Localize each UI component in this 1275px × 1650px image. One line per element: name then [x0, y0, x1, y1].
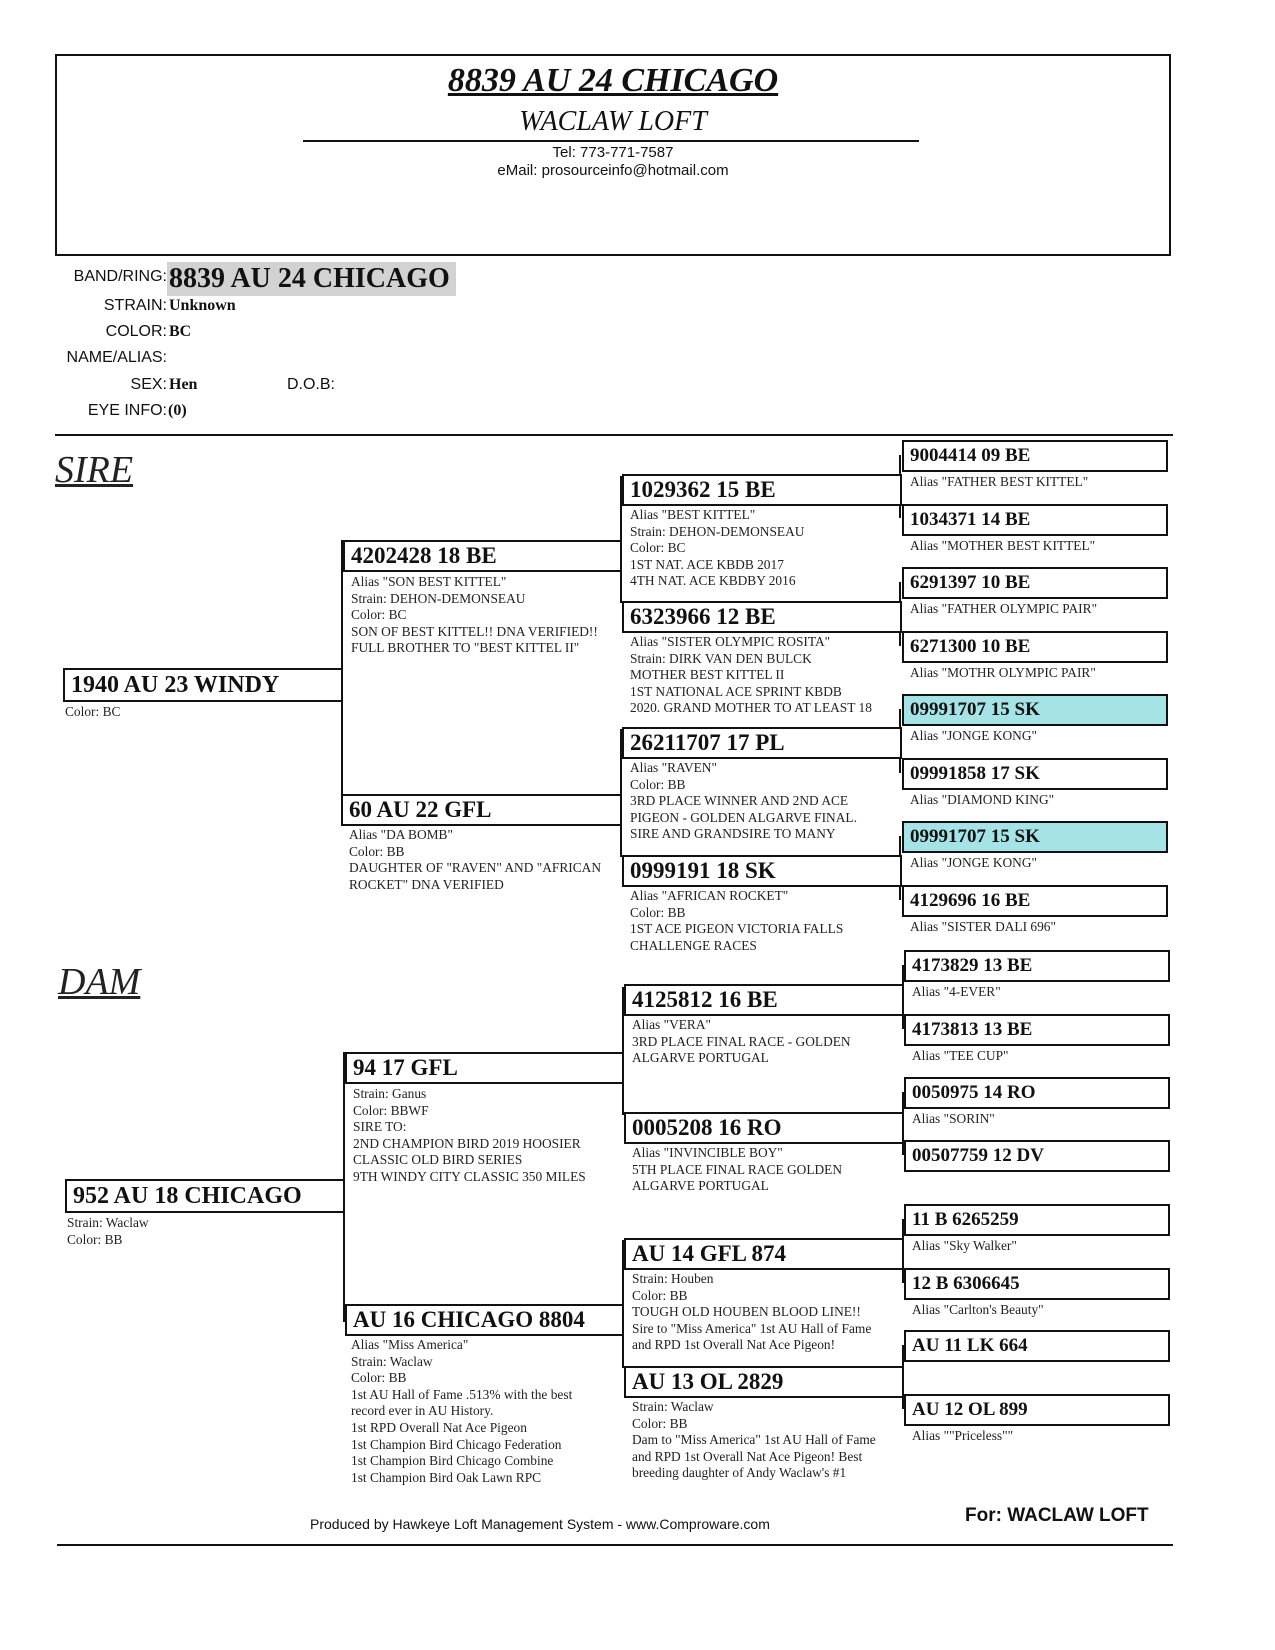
band-value: 8839 AU 24 CHICAGO — [167, 262, 456, 296]
dsd-info-line: ALGARVE PORTUGAL — [632, 1178, 769, 1194]
dds-info-line: Sire to "Miss America" 1st AU Hall of Fame — [632, 1320, 872, 1336]
sdd-info-line: Alias "AFRICAN ROCKET" — [630, 888, 789, 903]
dds-band-box: AU 14 GFL 874 — [624, 1238, 904, 1270]
ssss-alias: Alias "FATHER BEST KITTEL" — [910, 474, 1089, 489]
dob-label: D.O.B: — [286, 376, 335, 393]
name-alias-label: NAME/ALIAS: — [66, 349, 167, 366]
color-label: COLOR: — [105, 323, 167, 340]
dam-dam-info — [351, 1337, 572, 1486]
dsds-band-box: 0050975 14 RO — [904, 1077, 1170, 1109]
dam-dam-info-line: 1st RPD Overall Nat Ace Pigeon — [351, 1419, 527, 1435]
ddd-info-line: breeding daughter of Andy Waclaw's #1 — [632, 1465, 847, 1481]
sdd-info-line: 1ST ACE PIGEON VICTORIA FALLS — [630, 921, 844, 937]
dss-info-line: Alias "VERA" — [632, 1017, 711, 1032]
ddd-info-line: and RPD 1st Overall Nat Ace Pigeon! Best — [632, 1448, 863, 1464]
sire-dam-info-line: ROCKET" DNA VERIFIED — [349, 876, 504, 892]
sss-info-line: 4TH NAT. ACE KBDBY 2016 — [630, 573, 796, 589]
sss-band-box: 1029362 15 BE — [622, 474, 902, 506]
ddd-info-line: Strain: Waclaw — [632, 1399, 714, 1414]
dam-dam-info-line: Color: BB — [351, 1370, 407, 1386]
loft-name: WACLAW LOFT — [519, 106, 707, 137]
dam-dam-info-line: record ever in AU History. — [351, 1403, 494, 1419]
pedigree-title: 8839 AU 24 CHICAGO — [447, 62, 779, 99]
sdss-band-box: 09991707 15 SK — [902, 694, 1168, 726]
sire-band-box: 1940 AU 23 WINDY — [63, 668, 343, 702]
dam-sire-info-line: Color: BBWF — [353, 1102, 429, 1118]
dddd-band-box: AU 12 OL 899 — [904, 1394, 1170, 1426]
ssd-info-line: Alias "SISTER OLYMPIC ROSITA" — [630, 634, 831, 649]
ddsd-alias: Alias "Carlton's Beauty" — [912, 1302, 1044, 1317]
ddd-info-line: Dam to "Miss America" 1st AU Hall of Fame — [632, 1432, 876, 1448]
dds-info-line: Color: BB — [632, 1287, 688, 1303]
sssd-band-box: 1034371 14 BE — [902, 504, 1168, 536]
sdd-band-box: 0999191 18 SK — [622, 855, 902, 887]
dam-dam-info-line: 1st Champion Bird Chicago Combine — [351, 1453, 554, 1469]
eye-info-label: EYE INFO: — [87, 402, 167, 419]
ddd-info — [632, 1399, 876, 1482]
dss-info — [632, 1017, 851, 1067]
ssss-band-box: 9004414 09 BE — [902, 440, 1168, 472]
sddd-alias: Alias "SISTER DALI 696" — [910, 919, 1056, 934]
sds-info-line: PIGEON - GOLDEN ALGARVE FINAL. — [630, 809, 857, 825]
dam-sire-info-line: 9TH WINDY CITY CLASSIC 350 MILES — [353, 1168, 586, 1184]
sire-sire-info — [351, 574, 598, 657]
ssdd-alias: Alias "MOTHR OLYMPIC PAIR" — [910, 665, 1096, 680]
dsss-band-box: 4173829 13 BE — [904, 950, 1170, 982]
sire-dam-info-line: Alias "DA BOMB" — [349, 827, 453, 842]
strain-value: Unknown — [169, 297, 236, 314]
dsd-band-box: 0005208 16 RO — [624, 1112, 904, 1144]
dam-sire-info-line: Strain: Ganus — [353, 1086, 427, 1101]
sex-label: SEX: — [130, 376, 167, 393]
dam-dam-info-line: Alias "Miss America" — [351, 1337, 469, 1352]
sire-sire-info-line: Strain: DEHON-DEMONSEAU — [351, 590, 526, 606]
ssd-info-line: MOTHER BEST KITTEL II — [630, 667, 785, 683]
sddd-band-box: 4129696 16 BE — [902, 885, 1168, 917]
dam-sire-info — [353, 1086, 586, 1186]
sire-sire-info-line: FULL BROTHER TO "BEST KITTEL II" — [351, 640, 580, 656]
dam-dam-info-line: Strain: Waclaw — [351, 1353, 433, 1369]
color-value: BC — [169, 323, 192, 340]
dsd-info — [632, 1145, 842, 1195]
sire-dam-info-line: Color: BB — [349, 843, 405, 859]
sdd-info-line: Color: BB — [630, 904, 686, 920]
dam-dam-info-line: 1st AU Hall of Fame .513% with the best — [351, 1386, 573, 1402]
sdsd-band-box: 09991858 17 SK — [902, 758, 1168, 790]
sss-info-line: Color: BC — [630, 540, 686, 556]
sdds-band-box: 09991707 15 SK — [902, 821, 1168, 853]
dam-dam-info-line: 1st Champion Bird Oak Lawn RPC — [351, 1469, 542, 1485]
for-loft-text: For: WACLAW LOFT — [965, 1505, 1149, 1526]
dsdd-band-box: 00507759 12 DV — [904, 1140, 1170, 1172]
sdss-alias: Alias "JONGE KONG" — [910, 728, 1037, 743]
dsss-alias: Alias "4-EVER" — [912, 984, 1001, 999]
ssd-band-box: 6323966 12 BE — [622, 601, 902, 633]
dds-info-line: and RPD 1st Overall Nat Ace Pigeon! — [632, 1337, 836, 1353]
dam-info-line: Strain: Waclaw — [67, 1215, 149, 1230]
dam-band-box: 952 AU 18 CHICAGO — [65, 1179, 345, 1213]
sdsd-alias: Alias "DIAMOND KING" — [910, 792, 1055, 807]
sds-info-line: Alias "RAVEN" — [630, 760, 717, 775]
email-text: eMail: prosourceinfo@hotmail.com — [497, 162, 729, 179]
dds-info-line: TOUGH OLD HOUBEN BLOOD LINE!! — [632, 1304, 861, 1320]
dds-info-line: Strain: Houben — [632, 1271, 714, 1286]
ssds-alias: Alias "FATHER OLYMPIC PAIR" — [910, 601, 1098, 616]
sds-info-line: Color: BB — [630, 776, 686, 792]
dss-band-box: 4125812 16 BE — [624, 984, 904, 1016]
sss-info-line: Alias "BEST KITTEL" — [630, 507, 756, 522]
ddsd-band-box: 12 B 6306645 — [904, 1268, 1170, 1300]
dam-sire-info-line: SIRE TO: — [353, 1119, 407, 1135]
dssd-alias: Alias "TEE CUP" — [912, 1048, 1009, 1063]
dam-sire-band-box: 94 17 GFL — [345, 1052, 624, 1084]
ddds-band-box: AU 11 LK 664 — [904, 1330, 1170, 1362]
dssd-band-box: 4173813 13 BE — [904, 1014, 1170, 1046]
band-label: BAND/RING: — [73, 268, 167, 285]
sire-section-label: SIRE — [55, 449, 134, 491]
ddss-alias: Alias "Sky Walker" — [912, 1238, 1017, 1253]
sds-info-line: 3RD PLACE WINNER AND 2ND ACE — [630, 793, 849, 809]
ssd-info-line: 2020. GRAND MOTHER TO AT LEAST 18 — [630, 700, 872, 716]
sire-info — [65, 704, 120, 721]
ddd-info-line: Color: BB — [632, 1415, 688, 1431]
sire-sire-info-line: Alias "SON BEST KITTEL" — [351, 574, 507, 589]
dam-dam-info-line: 1st Champion Bird Chicago Federation — [351, 1436, 562, 1452]
sdd-info-line: CHALLENGE RACES — [630, 937, 757, 953]
ddss-band-box: 11 B 6265259 — [904, 1204, 1170, 1236]
sdds-alias: Alias "JONGE KONG" — [910, 855, 1037, 870]
sire-sire-band-box: 4202428 18 BE — [343, 540, 622, 572]
dddd-alias: Alias ""Priceless"" — [912, 1428, 1014, 1443]
sire-dam-info — [349, 827, 601, 893]
ddd-band-box: AU 13 OL 2829 — [624, 1366, 904, 1398]
dam-sire-info-line: 2ND CHAMPION BIRD 2019 HOOSIER — [353, 1135, 581, 1151]
sire-sire-info-line: SON OF BEST KITTEL!! DNA VERIFIED!! — [351, 623, 598, 639]
sds-band-box: 26211707 17 PL — [622, 727, 902, 759]
dsd-info-line: Alias "INVINCIBLE BOY" — [632, 1145, 783, 1160]
header-box — [55, 54, 1171, 256]
dam-section-label: DAM — [58, 961, 141, 1003]
dam-info-line: Color: BB — [67, 1231, 123, 1247]
sds-info-line: SIRE AND GRANDSIRE TO MANY — [630, 826, 836, 842]
produced-by-text: Produced by Hawkeye Loft Management System - www.Comproware.com — [310, 1516, 770, 1532]
dss-info-line: ALGARVE PORTUGAL — [632, 1050, 769, 1066]
dam-sire-info-line: CLASSIC OLD BIRD SERIES — [353, 1152, 523, 1168]
sire-info-line: Color: BC — [65, 704, 121, 719]
dds-info — [632, 1271, 871, 1354]
header-divider — [303, 140, 919, 142]
strain-label: STRAIN: — [103, 297, 167, 314]
sss-info-line: Strain: DEHON-DEMONSEAU — [630, 523, 805, 539]
sire-sire-info-line: Color: BC — [351, 607, 407, 623]
dam-info — [67, 1215, 149, 1248]
dsds-alias: Alias "SORIN" — [912, 1111, 995, 1126]
sss-info-line: 1ST NAT. ACE KBDB 2017 — [630, 556, 784, 572]
info-divider — [55, 434, 1173, 436]
footer-divider — [57, 1544, 1173, 1546]
eye-info-value: (0) — [168, 402, 187, 419]
phone-text: Tel: 773-771-7587 — [552, 144, 674, 161]
sire-dam-band-box: 60 AU 22 GFL — [341, 794, 622, 826]
ssds-band-box: 6291397 10 BE — [902, 567, 1168, 599]
ssd-info-line: 1ST NATIONAL ACE SPRINT KBDB — [630, 683, 842, 699]
sss-info — [630, 507, 804, 590]
sire-dam-info-line: DAUGHTER OF "RAVEN" AND "AFRICAN — [349, 860, 601, 876]
sdd-info — [630, 888, 843, 954]
sex-value: Hen — [169, 376, 198, 393]
dam-dam-band-box: AU 16 CHICAGO 8804 — [345, 1304, 624, 1336]
sssd-alias: Alias "MOTHER BEST KITTEL" — [910, 538, 1096, 553]
sds-info — [630, 760, 857, 843]
ssdd-band-box: 6271300 10 BE — [902, 631, 1168, 663]
ssd-info-line: Strain: DIRK VAN DEN BULCK — [630, 650, 812, 666]
ssd-info — [630, 634, 872, 717]
dss-info-line: 3RD PLACE FINAL RACE - GOLDEN — [632, 1033, 851, 1049]
dsd-info-line: 5TH PLACE FINAL RACE GOLDEN — [632, 1161, 843, 1177]
